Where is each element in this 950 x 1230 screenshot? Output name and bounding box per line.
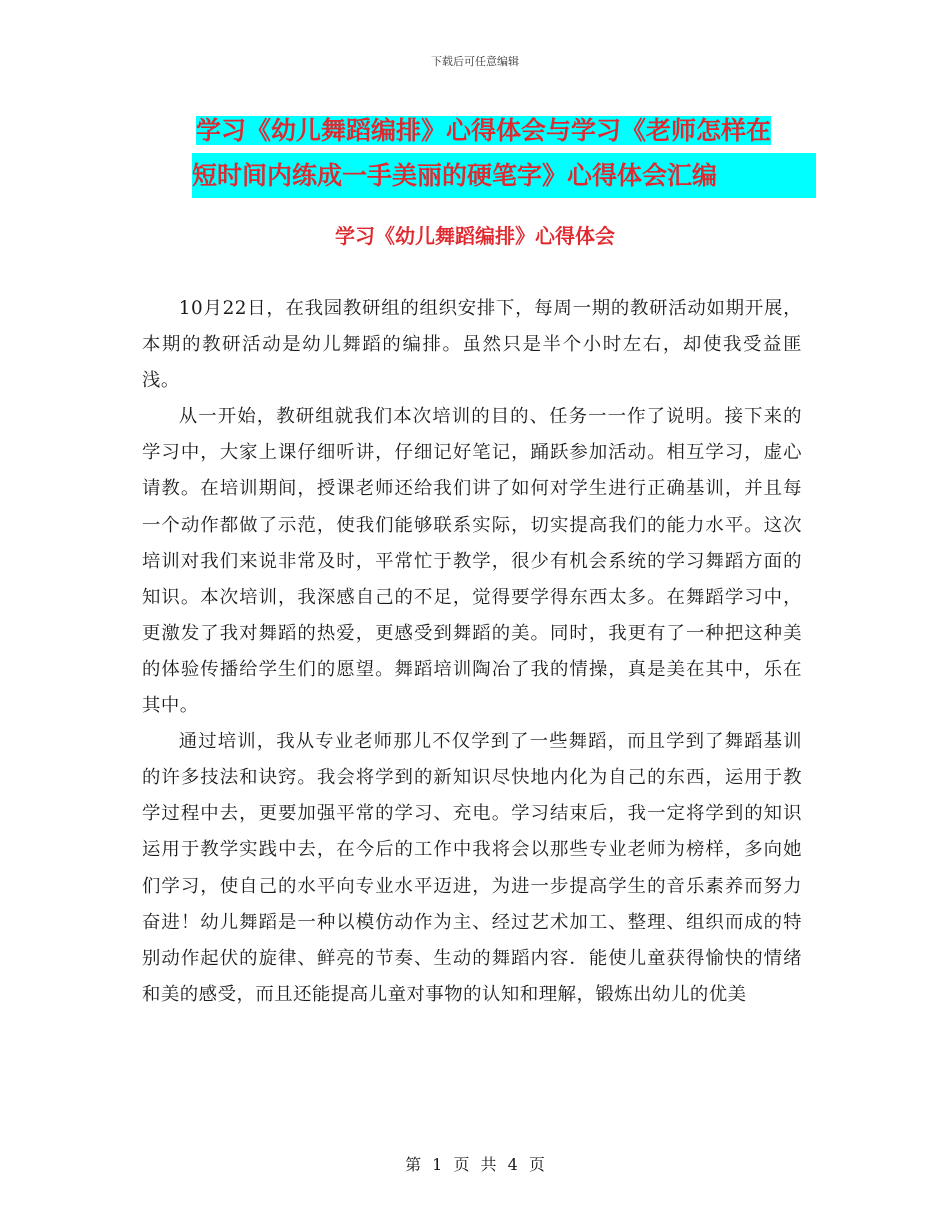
document-title xyxy=(192,108,816,198)
header-note: 下载后可任意编辑 xyxy=(431,55,519,68)
body-text xyxy=(142,291,802,1013)
page-number-footer: 第 1 页 共 4 页 xyxy=(405,1155,545,1174)
paragraph: 通过培训，我从专业老师那儿不仅学到了一些舞蹈，而且学到了舞蹈基训的许多技法和诀窍。我会将学到的新知识尽快地内化为自己的东西，运用于教学过程中去，更要加强平常的学习、充电。学习结束后，我一定将学到的知识运用于教学实践中去，在今后的工作中我将会以那些专业老师为榜样，多向她们学习，使自己的水平向专业水平迈进，为进一步提高学生的音乐素养而努力奋进！幼儿舞蹈是一种以模仿动作为主、经过艺术加工、整理、组织而成的特别动作起伏的旋律、鲜亮的节奏、生动的舞蹈内容．能使儿童获得愉快的情绪和美的感受，而且还能提高儿童对事物的认知和理解，锻炼出幼儿的优美 xyxy=(142,731,802,1005)
document-title-line-2: 短时间内练成一手美丽的硬笔字》心得体会汇编 xyxy=(192,153,816,198)
paragraph: 10月22日，在我园教研组的组织安排下，每周一期的教研活动如期开展，本期的教研活动是幼儿舞蹈的编排。虽然只是半个小时左右，却使我受益匪浅。 xyxy=(142,298,802,392)
paragraph: 从一开始，教研组就我们本次培训的目的、任务一一作了说明。接下来的学习中，大家上课仔细听讲，仔细记好笔记，踊跃参加活动。相互学习，虚心请教。在培训期间，授课老师还给我们讲了如何对学生进行正确基训，并且每一个动作都做了示范，使我们能够联系实际，切实提高我们的能力水平。这次培训对我们来说非常及时，平常忙于教学，很少有机会系统的学习舞蹈方面的知识。本次培训，我深感自己的不足，觉得要学得东西太多。在舞蹈学习中，更激发了我对舞蹈的热爱，更感受到舞蹈的美。同时，我更有了一种把这种美的体验传播给学生们的愿望。舞蹈培训陶冶了我的情操，真是美在其中，乐在其中。 xyxy=(142,406,802,717)
document-title-line-1: 学习《幼儿舞蹈编排》心得体会与学习《老师怎样在 xyxy=(196,116,772,145)
section-title: 学习《幼儿舞蹈编排》心得体会 xyxy=(335,224,615,248)
